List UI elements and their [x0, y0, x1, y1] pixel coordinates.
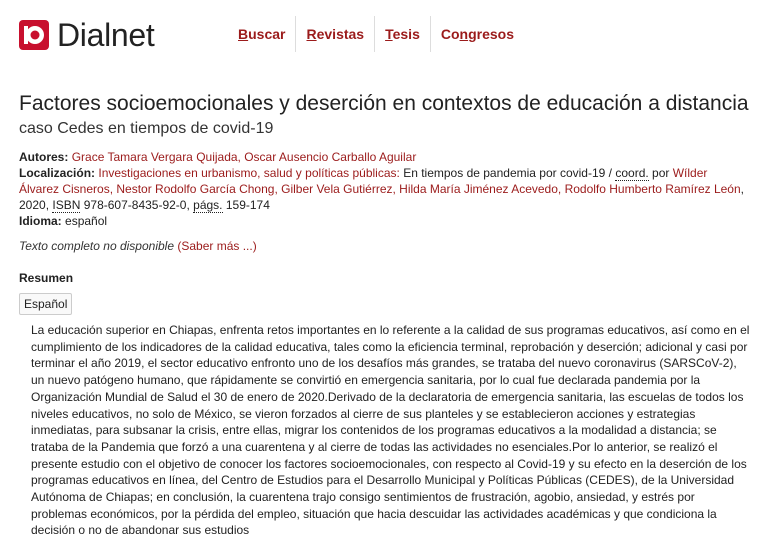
abstract-language-button[interactable]: Español	[19, 293, 72, 315]
pages-label: págs.	[193, 198, 223, 212]
document-title: Factores socioemocionales y deserción en contextos de educación a distancia	[19, 92, 749, 115]
dialnet-logo[interactable]	[19, 18, 155, 52]
nav-congresos[interactable]: Congresos	[440, 26, 515, 42]
location-row	[19, 165, 749, 213]
abstract-heading: Resumen	[19, 271, 74, 285]
dialnet-logo-icon	[19, 20, 49, 50]
document-metadata	[19, 149, 749, 229]
pages-value: 159-174	[225, 198, 270, 212]
fulltext-notice	[19, 239, 257, 253]
location-label: Localización:	[19, 166, 96, 180]
book-subtitle: En tiempos de pandemia por covid-19 /	[403, 166, 612, 180]
nav-buscar[interactable]: Buscar	[228, 16, 296, 52]
isbn-label: ISBN	[52, 198, 81, 212]
nav-revistas[interactable]: Revistas	[296, 16, 375, 52]
language-value: español	[65, 214, 108, 228]
main-nav	[228, 16, 524, 52]
por-text: por	[652, 166, 670, 180]
fulltext-text: Texto completo no disponible	[19, 239, 174, 253]
authors-row	[19, 149, 749, 165]
book-link[interactable]: Investigaciones en urbanismo, salud y políticas públicas:	[98, 166, 400, 180]
year: , 2020,	[19, 182, 745, 212]
fulltext-more-link[interactable]: (Saber más ...)	[177, 239, 257, 253]
language-row	[19, 213, 749, 229]
abstract-text: La educación superior en Chiapas, enfrenta retos importantes en lo referente a la calidad de sus programas educativos, así como en el cumplimiento de los indicadores de la calidad educativa, tales como la eficiencia terminal, reprobación y deserción; adicional y casi por terminar el año 2019, el sector educativo enfronto uno de los desafíos más grandes, se trataba del nuevo coronavirus (SARSCoV-2), un nuevo patógeno humano, que rápidamente se convirtió en emergencia sanitaria, por lo cual fue declarada pandemia por la Organización Mundial de Salud el 30 de enero de 2020.Derivado de la declaratoria de emergencia sanitaria, las escuelas de todos los niveles educativos, no solo de México, se vieron forzados al cierre de sus planteles y se establecieron acciones y estrategias inmediatas, para subsanar la crisis, entre ellas, migrar los contenidos de los programas educativos a la modalidad a distancia; se trataba de la Pandemia que forzó a una cuarentena y al cierre de todas las actividades no esenciales.Por lo anterior, se realizó el presente estudio con el objetivo de conocer los factores socioemocionales, con respecto al Covid-19 y su efecto en la deserción de los programas educativos en línea, del Centro de Estudios para el Desarrollo Municipal y Políticas Públicas (CEDES), de la Universidad Autónoma de Chiapas; en conclusión, la cuarentena trajo consigo sentimientos de frustración, agobio, ansiedad, y estrés por problemas económicos, por la pérdida del empleo, situación que hacia descuidar las actividades académicas y que condiciona la decisión o no de abandonar sus estudios	[31, 323, 750, 538]
site-header	[0, 0, 767, 62]
nav-tesis[interactable]: Tesis	[375, 16, 431, 52]
logo-text: Dialnet	[57, 17, 155, 53]
language-label: Idioma:	[19, 214, 62, 228]
authors-label: Autores:	[19, 150, 69, 164]
editors-link[interactable]: Wílder Álvarez Cisneros, Nestor Rodolfo García Chong, Gilber Vela Gutiérrez, Hilda María Jiménez Acevedo, Rodolfo Humberto Ramírez León	[19, 166, 741, 196]
authors-link[interactable]: Grace Tamara Vergara Quijada, Oscar Ausencio Carballo Aguilar	[71, 150, 417, 164]
isbn-value: 978-607-8435-92-0,	[83, 198, 190, 212]
coord-abbr: coord.	[615, 166, 649, 180]
document-subtitle: caso Cedes en tiempos de covid-19	[19, 120, 274, 137]
